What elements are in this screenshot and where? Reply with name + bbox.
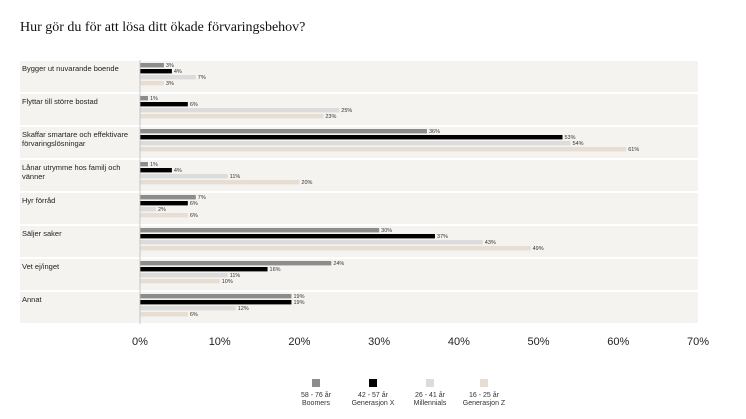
bar: [140, 114, 323, 118]
bar: [140, 213, 188, 217]
bar: [140, 267, 268, 271]
bar: [140, 195, 196, 199]
legend-label: 58 - 76 år Boomers: [301, 392, 331, 407]
bar: [140, 306, 236, 310]
category-label: Hyr förråd: [22, 196, 56, 205]
data-label: 3%: [165, 63, 174, 70]
data-label: 4%: [173, 168, 182, 175]
category-band: [20, 94, 698, 125]
data-label: 61%: [628, 147, 640, 154]
bar: [140, 174, 228, 178]
data-label: 7%: [197, 195, 206, 202]
legend-item: [444, 379, 524, 408]
data-label: 20%: [301, 180, 313, 187]
bar: [140, 273, 228, 277]
data-label: 43%: [484, 240, 496, 247]
data-label: 36%: [428, 129, 440, 136]
category-band: [20, 259, 698, 290]
bar: [140, 207, 156, 211]
category-band: [20, 160, 698, 191]
x-tick-label: 0%: [132, 336, 148, 348]
category-label: Skaffar smartare och effektivare förvaringslösningar: [22, 130, 129, 148]
legend-swatch: [426, 379, 434, 387]
category-band: [20, 193, 698, 224]
data-label: 11%: [229, 174, 241, 181]
bar: [140, 294, 291, 298]
category-band: [20, 292, 698, 323]
bar: [140, 147, 626, 151]
bar: [140, 279, 220, 283]
data-label: 11%: [229, 273, 241, 280]
bar: [140, 63, 164, 67]
category-label: Annat: [22, 295, 42, 304]
x-tick-label: 10%: [208, 336, 231, 348]
bar: [140, 69, 172, 73]
data-label: 16%: [269, 267, 281, 274]
bar: [140, 234, 435, 238]
data-label: 12%: [237, 306, 249, 313]
data-label: 2%: [157, 207, 166, 214]
bar: [140, 96, 148, 100]
data-label: 25%: [341, 108, 353, 115]
data-label: 49%: [532, 246, 544, 253]
legend-swatch: [369, 379, 377, 387]
bar: [140, 141, 570, 145]
bar: [140, 102, 188, 106]
legend-label: 42 - 57 år Generasjon X: [351, 392, 395, 407]
bar: [140, 201, 188, 205]
data-label: 19%: [293, 300, 305, 307]
legend-label: 26 - 41 år Millennials: [413, 392, 447, 407]
bar: [140, 162, 148, 166]
category-label: Flyttar till större bostad: [22, 97, 98, 106]
bar: [140, 108, 339, 112]
data-label: 53%: [564, 135, 576, 142]
data-label: 3%: [165, 81, 174, 88]
data-label: 37%: [436, 234, 448, 241]
x-tick-label: 70%: [686, 336, 710, 348]
category-band: [20, 61, 698, 92]
data-label: 4%: [173, 69, 182, 76]
bar: [140, 180, 299, 184]
category-label: Lånar utrymme hos familj och vänner: [22, 163, 121, 181]
chart-title: Hur gör du för att lösa ditt ökade förvaringsbehov?: [20, 20, 306, 35]
legend-label: 16 - 25 år Generasjon Z: [462, 392, 506, 407]
data-label: 23%: [325, 114, 337, 121]
bar: [140, 129, 427, 133]
bar: [140, 135, 562, 139]
bar: [140, 312, 188, 316]
data-label: 7%: [197, 75, 206, 82]
data-label: 6%: [189, 201, 198, 208]
data-label: 19%: [293, 294, 305, 301]
data-label: 30%: [381, 228, 393, 235]
bar: [140, 261, 331, 265]
data-label: 24%: [333, 261, 345, 268]
data-label: 1%: [149, 162, 158, 169]
data-label: 1%: [149, 96, 158, 103]
data-label: 10%: [221, 279, 233, 286]
bar: [140, 240, 483, 244]
x-tick-label: 40%: [447, 336, 470, 348]
x-tick-label: 20%: [288, 336, 311, 348]
chart-legend: [0, 379, 746, 415]
x-tick-label: 30%: [368, 336, 391, 348]
x-tick-label: 60%: [607, 336, 630, 348]
bar: [140, 228, 379, 232]
bar: [140, 168, 172, 172]
bar: [140, 300, 291, 304]
data-label: 54%: [572, 141, 584, 148]
category-label: Bygger ut nuvarande boende: [22, 64, 119, 73]
legend-swatch: [480, 379, 488, 387]
legend-swatch: [312, 379, 320, 387]
bar: [140, 81, 164, 85]
bar: [140, 246, 531, 250]
category-label: Vet ej/inget: [22, 262, 60, 271]
category-label: Säljer saker: [22, 229, 62, 238]
data-label: 6%: [189, 102, 198, 109]
data-label: 6%: [189, 312, 198, 319]
data-label: 6%: [189, 213, 198, 220]
bar: [140, 75, 196, 79]
x-tick-label: 50%: [527, 336, 550, 348]
